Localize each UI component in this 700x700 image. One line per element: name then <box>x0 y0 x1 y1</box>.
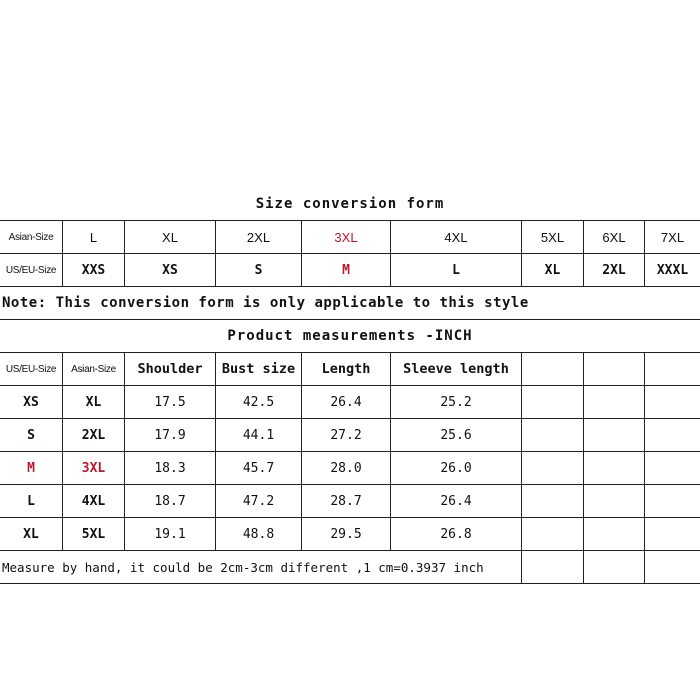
us-eu-size-value: L <box>390 254 521 286</box>
note-row <box>0 286 700 319</box>
empty-cell <box>521 518 583 550</box>
empty-cell <box>521 419 583 451</box>
empty-cell <box>644 518 700 550</box>
conversion-title-row <box>0 188 700 220</box>
sleeve-length-cell: 25.6 <box>390 419 521 451</box>
empty-cell <box>583 386 644 418</box>
measure-row <box>0 385 700 418</box>
footnote-row <box>0 550 700 584</box>
header-empty <box>583 353 644 385</box>
asian-size-value: 5XL <box>521 221 583 253</box>
length-cell: 26.4 <box>301 386 390 418</box>
measure-row-highlighted <box>0 451 700 484</box>
footnote: Measure by hand, it could be 2cm-3cm different ,1 cm=0.3937 inch <box>2 559 484 575</box>
asian-size-value: L <box>62 221 124 253</box>
conversion-row-us-eu <box>0 253 700 286</box>
us-eu-size-cell: XS <box>23 394 39 410</box>
empty-cell <box>644 551 700 583</box>
header-empty <box>521 353 583 385</box>
empty-cell <box>644 419 700 451</box>
measure-row <box>0 484 700 517</box>
us-eu-size-cell: L <box>27 493 35 509</box>
measure-row <box>0 418 700 451</box>
empty-cell <box>583 452 644 484</box>
us-eu-size-cell: XL <box>23 526 39 542</box>
shoulder-cell: 17.9 <box>124 419 215 451</box>
us-eu-size-cell-highlighted: M <box>27 460 35 476</box>
us-eu-size-cell: S <box>27 427 35 443</box>
us-eu-size-value: XS <box>124 254 215 286</box>
bust-size-cell: 45.7 <box>215 452 301 484</box>
conversion-title: Size conversion form <box>255 196 445 212</box>
shoulder-cell: 18.7 <box>124 485 215 517</box>
header-bust-size: Bust size <box>215 353 301 385</box>
header-us-eu-size: US/EU-Size <box>5 363 57 375</box>
measure-header-row <box>0 352 700 385</box>
asian-size-cell: 4XL <box>62 485 124 517</box>
header-length: Length <box>301 353 390 385</box>
sleeve-length-cell: 26.0 <box>390 452 521 484</box>
asian-size-value: 4XL <box>390 221 521 253</box>
empty-cell <box>644 485 700 517</box>
asian-size-value-highlighted: 3XL <box>301 221 390 253</box>
us-eu-size-value: 2XL <box>583 254 644 286</box>
length-cell: 28.7 <box>301 485 390 517</box>
sleeve-length-cell: 25.2 <box>390 386 521 418</box>
bust-size-cell: 47.2 <box>215 485 301 517</box>
asian-size-cell: XL <box>62 386 124 418</box>
empty-cell <box>521 551 583 583</box>
bust-size-cell: 44.1 <box>215 419 301 451</box>
shoulder-cell: 17.5 <box>124 386 215 418</box>
shoulder-cell: 19.1 <box>124 518 215 550</box>
bust-size-cell: 48.8 <box>215 518 301 550</box>
empty-cell <box>644 386 700 418</box>
header-empty <box>644 353 700 385</box>
asian-size-label: Asian-Size <box>8 231 54 243</box>
us-eu-size-value: S <box>215 254 301 286</box>
empty-cell <box>521 452 583 484</box>
bust-size-cell: 42.5 <box>215 386 301 418</box>
us-eu-size-value: XXS <box>62 254 124 286</box>
sleeve-length-cell: 26.4 <box>390 485 521 517</box>
conversion-note: Note: This conversion form is only applicable to this style <box>2 295 529 311</box>
empty-cell <box>521 386 583 418</box>
header-shoulder: Shoulder <box>124 353 215 385</box>
shoulder-cell: 18.3 <box>124 452 215 484</box>
asian-size-cell: 2XL <box>62 419 124 451</box>
asian-size-cell: 5XL <box>62 518 124 550</box>
asian-size-value: 2XL <box>215 221 301 253</box>
empty-cell <box>583 419 644 451</box>
empty-cell <box>583 551 644 583</box>
measure-row <box>0 517 700 550</box>
length-cell: 28.0 <box>301 452 390 484</box>
us-eu-size-value-highlighted: M <box>301 254 390 286</box>
measurements-title: Product measurements -INCH <box>227 328 473 344</box>
sleeve-length-cell: 26.8 <box>390 518 521 550</box>
size-chart <box>0 188 700 584</box>
asian-size-cell-highlighted: 3XL <box>62 452 124 484</box>
length-cell: 29.5 <box>301 518 390 550</box>
us-eu-size-label: US/EU-Size <box>5 264 57 276</box>
us-eu-size-value: XL <box>521 254 583 286</box>
asian-size-value: XL <box>124 221 215 253</box>
us-eu-size-value: XXXL <box>644 254 700 286</box>
length-cell: 27.2 <box>301 419 390 451</box>
header-sleeve-length: Sleeve length <box>390 353 521 385</box>
conversion-row-asian <box>0 220 700 253</box>
asian-size-value: 6XL <box>583 221 644 253</box>
empty-cell <box>583 485 644 517</box>
measure-title-row <box>0 319 700 352</box>
empty-cell <box>521 485 583 517</box>
empty-cell <box>644 452 700 484</box>
asian-size-value: 7XL <box>644 221 700 253</box>
empty-cell <box>583 518 644 550</box>
header-asian-size: Asian-Size <box>62 353 124 385</box>
